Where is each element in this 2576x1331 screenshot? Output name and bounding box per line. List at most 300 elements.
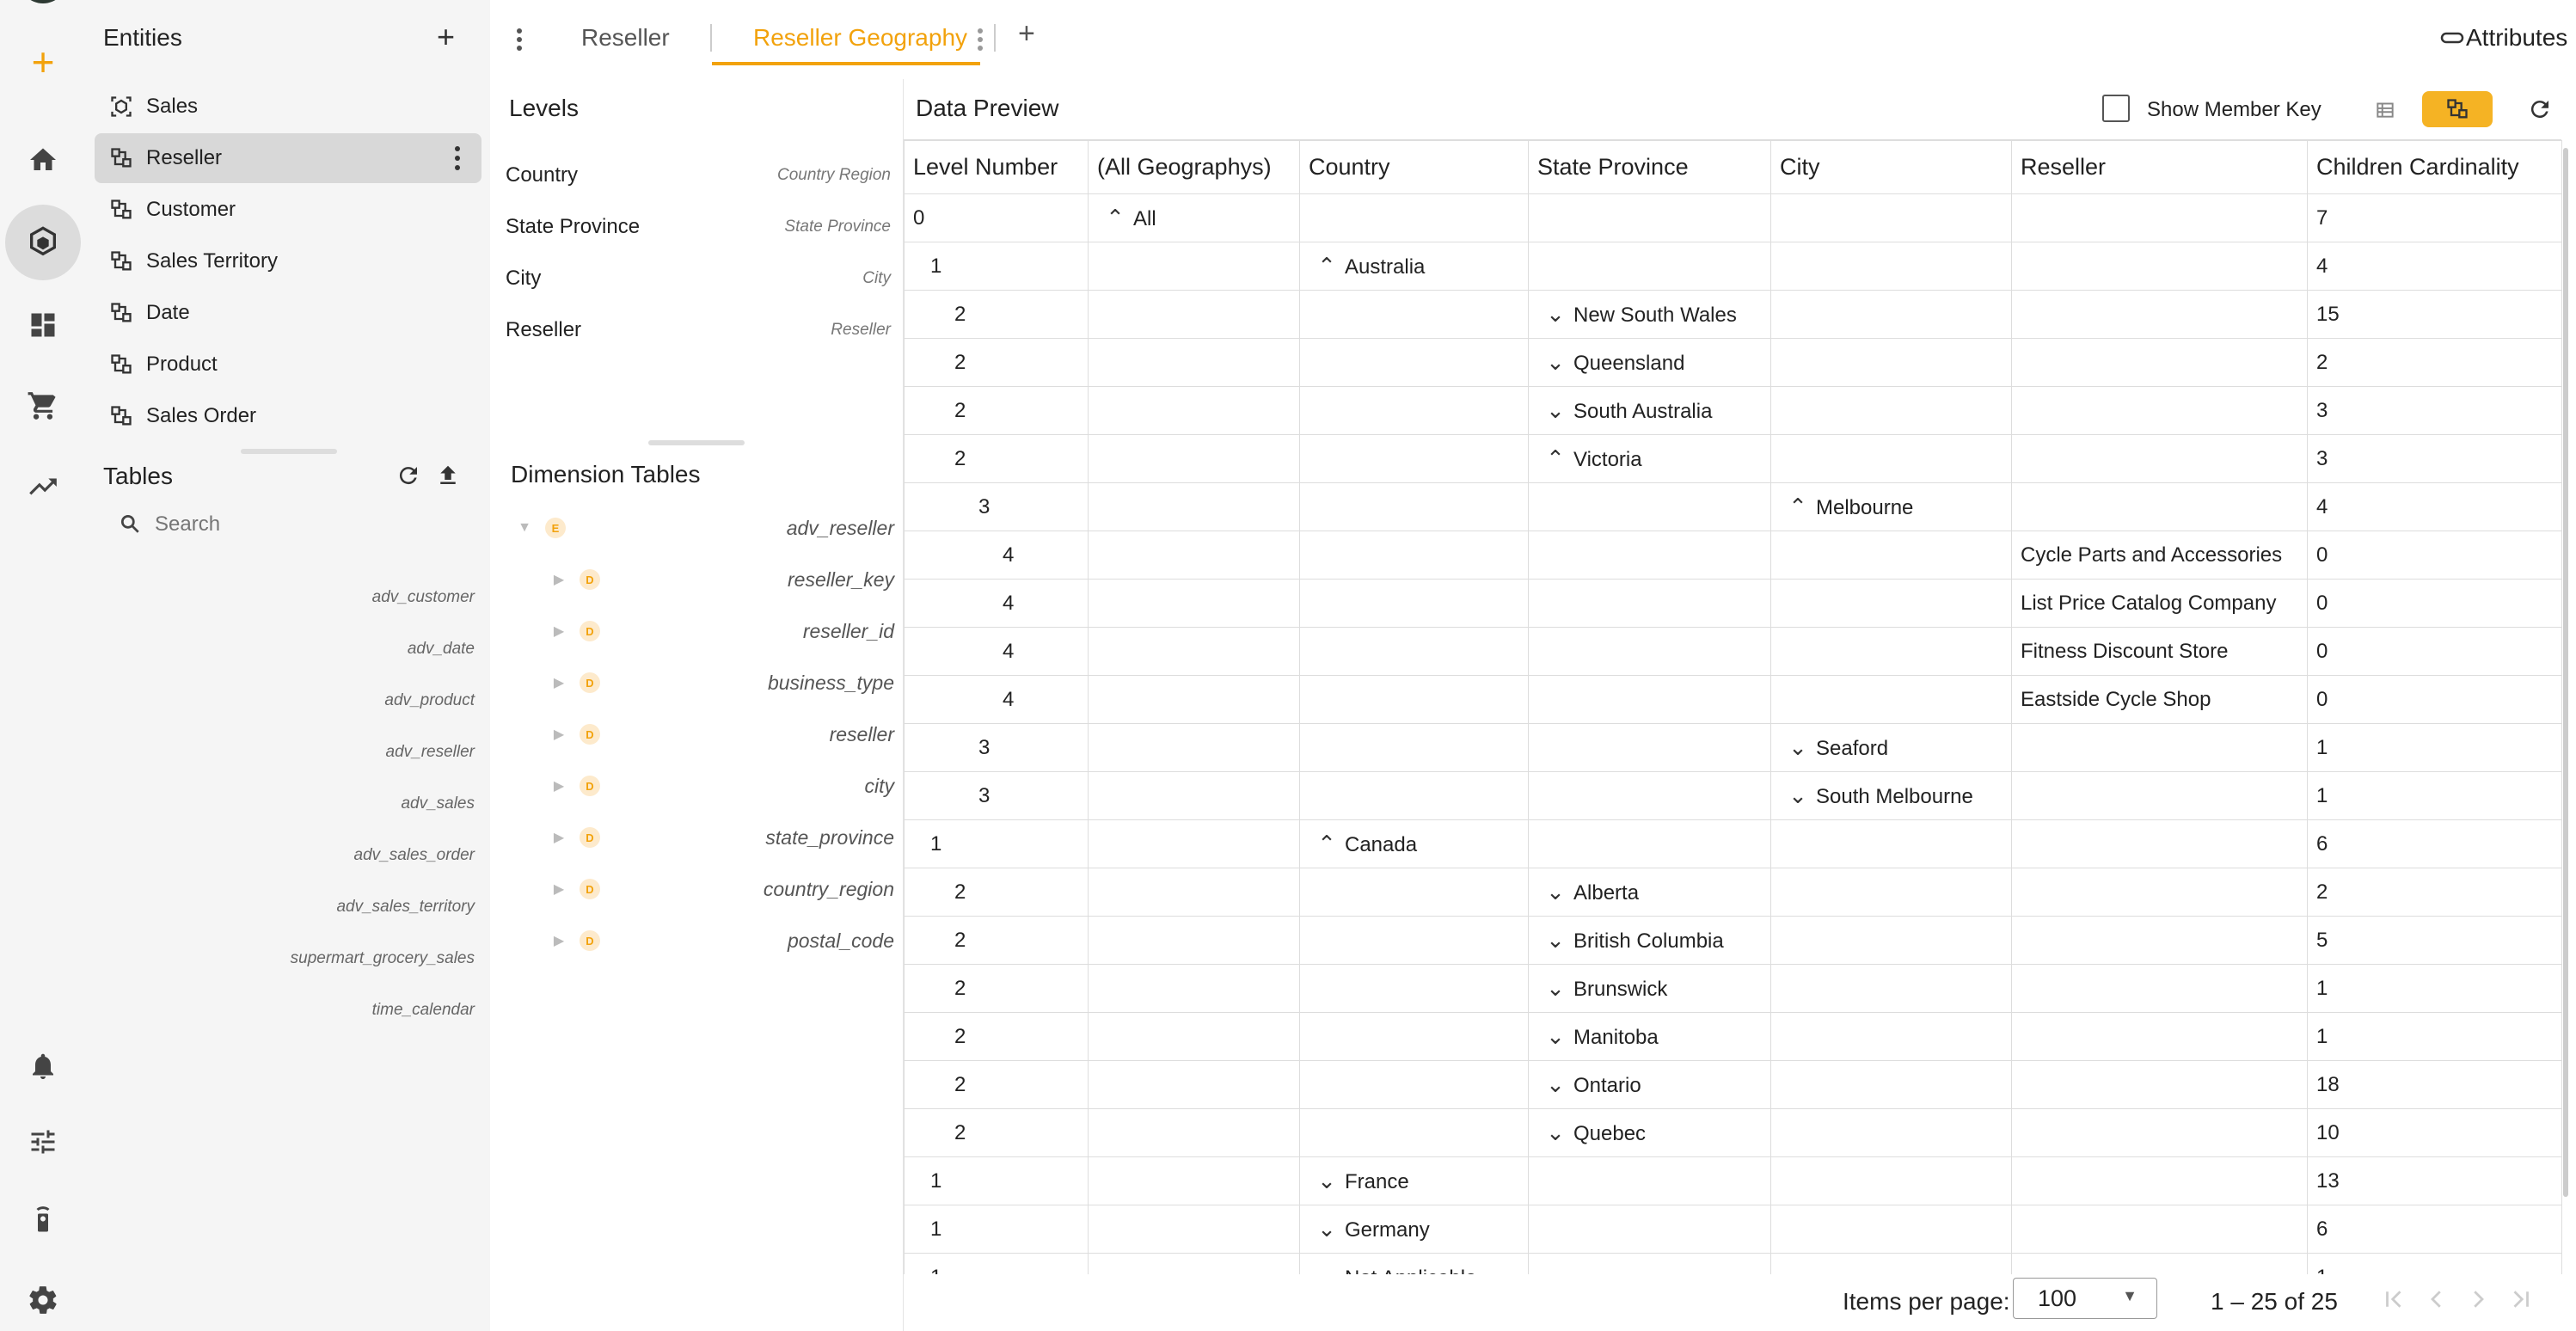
table-cell — [1300, 965, 1529, 1013]
table-item[interactable]: supermart_grocery_sales — [290, 949, 475, 967]
table-cell — [1089, 242, 1300, 291]
show-member-key-checkbox[interactable] — [2102, 95, 2130, 122]
table-cell — [2308, 820, 2562, 868]
table-cell — [1529, 291, 1771, 339]
level-number: 1 — [930, 1217, 942, 1241]
table-row[interactable] — [905, 820, 2562, 868]
next-page-icon[interactable] — [2465, 1286, 2491, 1312]
chevron-down-icon[interactable]: ⌄ — [1546, 927, 1565, 953]
member-name: Ontario — [1573, 1074, 1641, 1097]
level-attribute: State Province — [784, 218, 891, 236]
table-cell — [2308, 1013, 2562, 1061]
expand-arrow-icon[interactable]: ▶ — [553, 934, 565, 948]
table-cell — [1529, 483, 1771, 531]
dimension-field[interactable] — [550, 923, 894, 958]
first-page-icon[interactable] — [2381, 1286, 2407, 1312]
member-name: New South Wales — [1573, 304, 1737, 327]
entity-item-product[interactable] — [95, 340, 481, 389]
settings-sliders-icon[interactable] — [22, 1121, 64, 1162]
level-attribute: City — [862, 269, 891, 287]
member-name: Brunswick — [1573, 978, 1668, 1001]
member-name: Queensland — [1573, 352, 1685, 375]
table-cell — [905, 483, 1089, 531]
chevron-down-icon[interactable]: ⌄ — [1788, 734, 1807, 760]
children-cardinality: 0 — [2316, 543, 2328, 567]
table-cell — [2308, 291, 2562, 339]
table-cell — [1771, 820, 2012, 868]
table-cell — [1771, 1109, 2012, 1157]
children-cardinality: 10 — [2316, 1120, 2340, 1144]
table-cell — [1089, 1061, 1300, 1109]
entity-item-date[interactable] — [95, 288, 481, 338]
data-preview-panel — [903, 79, 2571, 1331]
children-cardinality: 4 — [2316, 494, 2328, 518]
table-cell — [1771, 1157, 2012, 1205]
field-name: postal_code — [787, 929, 894, 952]
table-cell — [1089, 1013, 1300, 1061]
table-item[interactable]: adv_reseller — [385, 743, 475, 761]
table-cell — [905, 868, 1089, 917]
entity-item-sales-order[interactable] — [95, 391, 481, 441]
level-row[interactable] — [506, 261, 891, 296]
table-cell — [2308, 1061, 2562, 1109]
children-cardinality: 2 — [2316, 880, 2328, 904]
chevron-down-icon[interactable]: ⌄ — [1546, 1071, 1565, 1097]
icon-rail — [0, 0, 86, 1331]
table-row[interactable] — [905, 194, 2562, 242]
level-name: Country — [506, 163, 579, 187]
table-cell — [1300, 1109, 1529, 1157]
refresh-preview-icon[interactable] — [2527, 96, 2553, 122]
chevron-down-icon[interactable]: ⌄ — [1546, 1023, 1565, 1049]
table-cell — [2012, 1013, 2308, 1061]
table-row[interactable] — [905, 724, 2562, 772]
table-view-toggle[interactable] — [2350, 91, 2420, 127]
table-row[interactable] — [905, 387, 2562, 435]
levels-resize-handle[interactable] — [648, 440, 745, 445]
level-number: 4 — [1003, 543, 1015, 567]
table-cell — [2012, 1061, 2308, 1109]
dimension-field[interactable] — [550, 614, 894, 648]
table-row[interactable] — [905, 339, 2562, 387]
dimension-field[interactable] — [550, 562, 894, 597]
hierarchy-icon — [108, 352, 134, 377]
table-cell — [2308, 580, 2562, 628]
table-cell — [2012, 676, 2308, 724]
expand-arrow-icon[interactable]: ▶ — [553, 676, 565, 690]
pagination-bar — [904, 1274, 2572, 1331]
chevron-down-icon[interactable]: ⌄ — [1317, 1216, 1336, 1242]
member-name: France — [1345, 1170, 1409, 1193]
table-cell — [1300, 387, 1529, 435]
table-row[interactable] — [905, 917, 2562, 965]
table-row[interactable] — [905, 1013, 2562, 1061]
home-icon[interactable] — [22, 139, 64, 181]
field-name: reseller_key — [788, 567, 894, 591]
table-cell — [1300, 917, 1529, 965]
children-cardinality: 2 — [2316, 350, 2328, 374]
children-cardinality: 1 — [2316, 735, 2328, 759]
table-row[interactable] — [905, 772, 2562, 820]
table-cell — [905, 1205, 1089, 1254]
dimension-badge: D — [580, 724, 600, 745]
table-cell — [1771, 917, 2012, 965]
add-icon[interactable]: + — [31, 40, 55, 84]
items-per-page-select[interactable] — [2013, 1278, 2157, 1319]
table-cell — [1300, 483, 1529, 531]
show-member-key-label: Show Member Key — [2147, 98, 2321, 121]
member-name: South Australia — [1573, 400, 1713, 423]
chevron-down-icon[interactable]: ⌄ — [1546, 397, 1565, 423]
tab-more-icon[interactable] — [977, 28, 984, 52]
column-header[interactable]: Reseller — [2012, 141, 2308, 194]
remote-icon[interactable] — [22, 1197, 64, 1238]
table-view-icon — [2374, 98, 2396, 120]
table-cell — [2308, 1205, 2562, 1254]
level-attribute: Reseller — [831, 321, 891, 339]
table-cell — [1300, 339, 1529, 387]
column-header[interactable]: State Province — [1529, 141, 1771, 194]
panel-resize-handle[interactable] — [241, 449, 337, 454]
cube-icon — [108, 94, 134, 120]
dimension-tables-title: Dimension Tables — [511, 461, 701, 488]
levels-panel — [490, 79, 899, 1331]
entity-label: Sales Order — [146, 404, 257, 427]
level-name: City — [506, 267, 542, 290]
table-cell — [2308, 628, 2562, 676]
level-row[interactable] — [506, 313, 891, 347]
tab-divider — [710, 24, 712, 52]
children-cardinality: 4 — [2316, 254, 2328, 278]
dimension-field[interactable] — [550, 872, 894, 906]
table-cell — [1089, 724, 1300, 772]
table-cell — [905, 917, 1089, 965]
table-cell — [1529, 676, 1771, 724]
table-cell — [905, 580, 1089, 628]
children-cardinality: 1 — [2316, 1024, 2328, 1048]
last-page-icon[interactable] — [2508, 1286, 2534, 1312]
table-cell — [2012, 772, 2308, 820]
add-entity-icon[interactable]: + — [437, 19, 456, 54]
entity-label: Sales — [146, 95, 199, 118]
trending-up-icon[interactable] — [22, 466, 64, 507]
hierarchy-icon — [2445, 97, 2469, 121]
chevron-up-icon[interactable]: ⌃ — [1317, 253, 1336, 279]
table-cell — [2012, 1109, 2308, 1157]
table-item[interactable]: adv_sales — [401, 794, 475, 813]
member-name: Cycle Parts and Accessories — [2021, 543, 2283, 567]
table-cell — [905, 965, 1089, 1013]
table-row[interactable] — [905, 531, 2562, 580]
table-cell — [1300, 676, 1529, 724]
dimension-badge: D — [580, 672, 600, 693]
dimension-field[interactable] — [550, 769, 894, 803]
table-cell — [1529, 1061, 1771, 1109]
table-item[interactable]: adv_product — [384, 691, 475, 709]
table-cell — [1771, 242, 2012, 291]
table-row[interactable] — [905, 1157, 2562, 1205]
table-row[interactable] — [905, 483, 2562, 531]
table-cell — [2308, 917, 2562, 965]
table-row[interactable] — [905, 242, 2562, 291]
tables-title: Tables — [103, 463, 173, 489]
chevron-down-icon[interactable]: ⌄ — [1788, 782, 1807, 808]
level-number: 2 — [954, 976, 966, 1000]
dimension-field[interactable] — [550, 666, 894, 700]
hierarchy-icon — [108, 197, 134, 223]
children-cardinality: 6 — [2316, 831, 2328, 856]
table-cell — [2012, 1157, 2308, 1205]
table-cell — [2012, 868, 2308, 917]
tab-reseller[interactable]: Reseller — [581, 24, 670, 51]
table-cell — [1089, 483, 1300, 531]
table-row[interactable] — [905, 1061, 2562, 1109]
hierarchy-icon — [108, 145, 134, 171]
table-cell — [1529, 628, 1771, 676]
entity-label: Sales Territory — [146, 249, 278, 273]
table-cell — [1089, 531, 1300, 580]
member-name: Australia — [1345, 255, 1426, 279]
chevron-down-icon[interactable]: ⌄ — [1546, 349, 1565, 375]
entity-label: Reseller — [146, 146, 223, 169]
level-number: 2 — [954, 928, 966, 952]
model-cube-icon[interactable] — [22, 222, 64, 263]
dimension-badge: D — [580, 569, 600, 590]
table-cell — [2012, 1205, 2308, 1254]
table-cell — [1089, 868, 1300, 917]
children-cardinality: 1 — [2316, 976, 2328, 1000]
chevron-down-icon[interactable]: ⌄ — [1546, 879, 1565, 905]
chevron-down-icon[interactable]: ⌄ — [1546, 975, 1565, 1001]
children-cardinality: 6 — [2316, 1217, 2328, 1241]
table-cell — [1771, 531, 2012, 580]
table-cell — [1089, 965, 1300, 1013]
collapse-arrow-icon[interactable]: ▼ — [518, 520, 531, 535]
table-cell — [1300, 531, 1529, 580]
chevron-up-icon[interactable]: ⌃ — [1546, 445, 1565, 471]
table-cell — [905, 676, 1089, 724]
table-cell — [905, 1013, 1089, 1061]
notifications-icon[interactable] — [22, 1046, 64, 1087]
member-name: List Price Catalog Company — [2021, 591, 2277, 615]
dimension-table-root[interactable] — [516, 511, 894, 545]
expand-arrow-icon[interactable]: ▶ — [553, 882, 565, 897]
data-preview-title: Data Preview — [916, 95, 1059, 121]
table-cell — [1089, 1157, 1300, 1205]
table-cell — [2012, 339, 2308, 387]
gear-icon[interactable] — [22, 1279, 64, 1321]
table-cell — [1300, 291, 1529, 339]
chevron-down-icon[interactable]: ⌄ — [1546, 1119, 1565, 1145]
table-cell — [1089, 1205, 1300, 1254]
table-item[interactable]: adv_date — [407, 640, 475, 658]
dimension-badge: D — [580, 930, 600, 951]
table-cell — [2012, 242, 2308, 291]
table-row[interactable] — [905, 628, 2562, 676]
table-item[interactable]: time_calendar — [371, 1001, 475, 1019]
entity-item-sales[interactable] — [95, 82, 481, 132]
table-cell — [1771, 628, 2012, 676]
entity-item-reseller[interactable] — [95, 133, 481, 183]
entity-item-sales-territory[interactable] — [95, 236, 481, 286]
refresh-icon[interactable] — [396, 463, 421, 488]
column-header[interactable]: Children Cardinality — [2308, 141, 2562, 194]
children-cardinality: 18 — [2316, 1072, 2340, 1096]
level-attribute: Country Region — [776, 166, 891, 184]
table-cell — [1529, 724, 1771, 772]
table-cell — [1771, 580, 2012, 628]
chevron-down-icon[interactable]: ⌄ — [1546, 301, 1565, 327]
table-cell — [1300, 1061, 1529, 1109]
table-cell — [1529, 917, 1771, 965]
tables-search-input[interactable] — [155, 509, 439, 540]
chevron-up-icon[interactable]: ⌃ — [1788, 494, 1807, 519]
attributes-toggle[interactable] — [2440, 24, 2567, 52]
children-cardinality: 5 — [2316, 928, 2328, 952]
children-cardinality: 0 — [2316, 639, 2328, 663]
column-header[interactable]: City — [1771, 141, 2012, 194]
entities-panel — [86, 0, 490, 1331]
level-number: 4 — [1003, 639, 1015, 663]
table-cell — [1529, 435, 1771, 483]
table-cell — [1771, 339, 2012, 387]
table-cell — [1300, 1013, 1529, 1061]
table-row[interactable] — [905, 291, 2562, 339]
table-row[interactable] — [905, 1205, 2562, 1254]
table-cell — [1529, 1013, 1771, 1061]
table-cell — [1300, 820, 1529, 868]
level-number: 4 — [1003, 687, 1015, 711]
table-cell — [1300, 772, 1529, 820]
table-cell — [1529, 1109, 1771, 1157]
expand-arrow-icon[interactable]: ▶ — [553, 831, 565, 845]
table-cell — [2012, 580, 2308, 628]
member-name: Alberta — [1573, 881, 1640, 905]
chevron-down-icon[interactable]: ⌄ — [1317, 1168, 1336, 1193]
table-cell — [1529, 772, 1771, 820]
table-row[interactable] — [905, 965, 2562, 1013]
table-cell — [2012, 435, 2308, 483]
entity-more-icon[interactable] — [454, 145, 461, 171]
expand-arrow-icon[interactable]: ▶ — [553, 624, 565, 639]
table-cell — [2308, 676, 2562, 724]
table-cell — [1771, 772, 2012, 820]
table-header-row — [905, 141, 2562, 194]
entities-title: Entities — [103, 24, 182, 51]
table-cell — [905, 724, 1089, 772]
expand-arrow-icon[interactable]: ▶ — [553, 727, 565, 742]
expand-arrow-icon[interactable]: ▶ — [553, 573, 565, 587]
tabs-menu-icon[interactable] — [516, 28, 523, 52]
level-number: 0 — [913, 205, 925, 230]
items-per-page-value: 100 — [2038, 1285, 2077, 1311]
table-cell — [1771, 1205, 2012, 1254]
level-number: 1 — [930, 1168, 942, 1193]
table-row[interactable] — [905, 435, 2562, 483]
main-area — [490, 0, 2576, 1331]
table-cell — [2012, 483, 2308, 531]
table-cell — [1771, 1061, 2012, 1109]
hierarchy-icon — [108, 300, 134, 326]
table-item[interactable]: adv_sales_order — [353, 846, 475, 864]
table-cell — [2308, 194, 2562, 242]
table-cell — [1771, 387, 2012, 435]
level-number: 3 — [978, 783, 991, 807]
tab-reseller-geography[interactable]: Reseller Geography — [753, 24, 968, 51]
table-cell — [2308, 339, 2562, 387]
level-row[interactable] — [506, 210, 891, 244]
entity-label: Date — [146, 301, 190, 324]
table-body — [905, 194, 2562, 1302]
chevron-up-icon[interactable]: ⌃ — [1317, 831, 1336, 856]
member-name: Manitoba — [1573, 1026, 1659, 1049]
table-item[interactable]: adv_customer — [371, 588, 475, 606]
member-name: Quebec — [1573, 1122, 1647, 1145]
member-name: Seaford — [1816, 737, 1889, 760]
cart-icon[interactable] — [22, 385, 64, 426]
vertical-scrollbar[interactable] — [2563, 148, 2568, 1197]
table-row[interactable] — [905, 580, 2562, 628]
dimension-field[interactable] — [550, 820, 894, 855]
field-name: reseller_id — [802, 619, 894, 642]
member-name: Germany — [1345, 1218, 1430, 1242]
entity-label: Customer — [146, 198, 236, 221]
table-row[interactable] — [905, 1109, 2562, 1157]
table-cell — [1771, 483, 2012, 531]
add-tab-icon[interactable]: + — [1018, 17, 1035, 50]
table-cell — [1089, 339, 1300, 387]
member-name: Victoria — [1573, 448, 1642, 471]
table-cell — [905, 242, 1089, 291]
level-number: 1 — [930, 831, 942, 856]
children-cardinality: 0 — [2316, 591, 2328, 615]
table-row[interactable] — [905, 676, 2562, 724]
table-cell — [2308, 1109, 2562, 1157]
level-name: Reseller — [506, 318, 582, 341]
previous-page-icon[interactable] — [2424, 1286, 2450, 1312]
entity-item-customer[interactable] — [95, 185, 481, 235]
children-cardinality: 1 — [2316, 783, 2328, 807]
chevron-up-icon[interactable]: ⌃ — [1106, 205, 1125, 230]
dashboard-icon[interactable] — [22, 304, 64, 346]
expand-arrow-icon[interactable]: ▶ — [553, 779, 565, 794]
column-header[interactable]: Country — [1300, 141, 1529, 194]
tree-view-toggle[interactable] — [2422, 91, 2493, 127]
table-item[interactable]: adv_sales_territory — [336, 898, 475, 916]
search-icon — [119, 512, 141, 535]
level-row[interactable] — [506, 158, 891, 193]
table-cell — [1300, 868, 1529, 917]
children-cardinality: 7 — [2316, 205, 2328, 230]
dimension-field[interactable] — [550, 717, 894, 751]
table-cell — [1089, 1109, 1300, 1157]
column-header[interactable]: (All Geographys) — [1089, 141, 1300, 194]
table-cell — [1300, 435, 1529, 483]
table-cell — [905, 291, 1089, 339]
table-cell — [1771, 724, 2012, 772]
children-cardinality: 0 — [2316, 687, 2328, 711]
column-header[interactable]: Level Number — [905, 141, 1089, 194]
upload-icon[interactable] — [435, 463, 461, 488]
level-number: 2 — [954, 1024, 966, 1048]
member-name: Canada — [1345, 833, 1418, 856]
table-cell — [2308, 965, 2562, 1013]
hierarchy-icon — [108, 248, 134, 274]
table-cell — [1771, 1013, 2012, 1061]
table-cell — [1089, 387, 1300, 435]
level-number: 2 — [954, 398, 966, 422]
table-row[interactable] — [905, 868, 2562, 917]
